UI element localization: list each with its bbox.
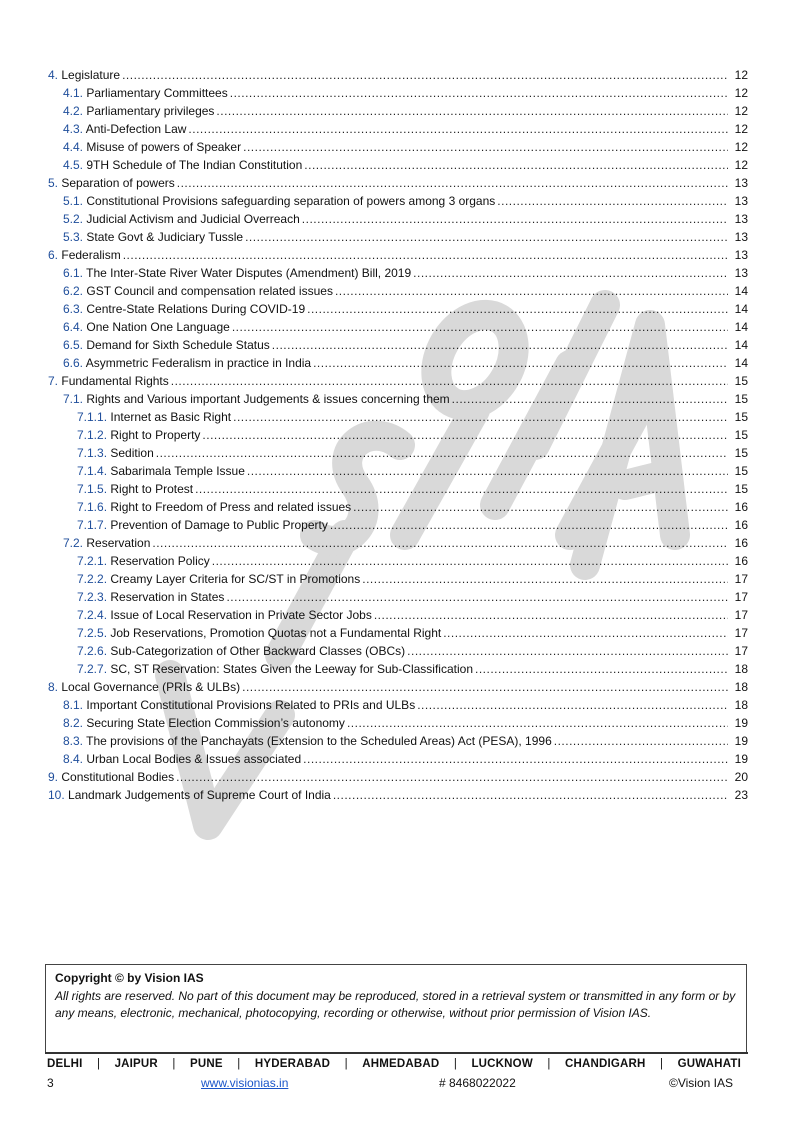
- toc-entry-text: Local Governance (PRIs & ULBs): [61, 680, 241, 694]
- toc-entry[interactable]: [48, 66, 748, 84]
- toc-entry-title: [48, 174, 175, 192]
- toc-entry-text: State Govt & Judiciary Tussle: [86, 230, 244, 244]
- toc-entry-title: [63, 750, 301, 768]
- city-separator: |: [547, 1058, 551, 1070]
- toc-entry[interactable]: [48, 606, 748, 624]
- toc-entry-number: 8.3.: [63, 734, 84, 748]
- brand-copyright: ©Vision IAS: [669, 1076, 733, 1090]
- toc-entry-text: Misuse of powers of Speaker: [86, 140, 242, 154]
- toc-dot-leader: [302, 210, 728, 228]
- toc-entry[interactable]: [48, 228, 748, 246]
- toc-entry-text: The Inter-State River Water Disputes (Amendment) Bill, 2019: [86, 266, 412, 280]
- toc-entry-title: [77, 480, 193, 498]
- toc-entry-text: GST Council and compensation related issues: [86, 284, 333, 298]
- toc-entry[interactable]: [48, 660, 748, 678]
- toc-entry-title: [63, 210, 300, 228]
- toc-dot-leader: [230, 84, 728, 102]
- toc-dot-leader: [156, 444, 728, 462]
- toc-entry-number: 10.: [48, 788, 65, 802]
- toc-entry[interactable]: [48, 102, 748, 120]
- website-link[interactable]: www.visionias.in: [201, 1076, 289, 1090]
- footer-divider: [45, 1052, 748, 1054]
- city-name: AHMEDABAD: [362, 1058, 440, 1070]
- toc-entry[interactable]: [48, 426, 748, 444]
- toc-dot-leader: [452, 390, 728, 408]
- toc-entry-number: 6.6.: [63, 356, 84, 370]
- toc-entry-text: Fundamental Rights: [61, 374, 169, 388]
- toc-dot-leader: [226, 588, 728, 606]
- toc-entry-text: Securing State Election Commission’s autonomy: [86, 716, 345, 730]
- toc-entry-number: 5.3.: [63, 230, 84, 244]
- toc-entry[interactable]: [48, 786, 748, 804]
- city-name: GUWAHATI: [677, 1058, 741, 1070]
- toc-entry-text: Reservation Policy: [110, 554, 210, 568]
- toc-entry-page: 15: [734, 374, 748, 388]
- toc-entry-title: [48, 786, 331, 804]
- toc-entry[interactable]: [48, 390, 748, 408]
- toc-dot-leader: [123, 246, 728, 264]
- toc-entry-number: 5.: [48, 176, 59, 190]
- toc-dot-leader: [202, 426, 728, 444]
- toc-entry-title: [77, 426, 200, 444]
- toc-entry[interactable]: [48, 444, 748, 462]
- toc-dot-leader: [242, 678, 728, 696]
- toc-entry-page: 13: [734, 176, 748, 190]
- toc-dot-leader: [307, 300, 728, 318]
- toc-dot-leader: [177, 174, 728, 192]
- toc-entry-text: Constitutional Bodies: [61, 770, 175, 784]
- toc-dot-leader: [333, 786, 728, 804]
- toc-entry-number: 7.1.7.: [77, 518, 108, 532]
- toc-entry-page: 12: [734, 122, 748, 136]
- toc-entry-number: 8.4.: [63, 752, 84, 766]
- toc-dot-leader: [374, 606, 728, 624]
- toc-entry[interactable]: [48, 588, 748, 606]
- toc-entry-text: Sabarimala Temple Issue: [110, 464, 245, 478]
- toc-entry[interactable]: [48, 498, 748, 516]
- toc-entry-number: 8.: [48, 680, 59, 694]
- toc-entry-page: 12: [734, 68, 748, 82]
- toc-entry[interactable]: [48, 264, 748, 282]
- city-name: LUCKNOW: [471, 1058, 533, 1070]
- copyright-box: [45, 964, 747, 1053]
- toc-entry-number: 6.: [48, 248, 59, 262]
- toc-entry-text: Landmark Judgements of Supreme Court of India: [68, 788, 331, 802]
- toc-entry-number: 7.1.5.: [77, 482, 108, 496]
- toc-entry-title: [77, 408, 231, 426]
- toc-entry-page: 16: [734, 554, 748, 568]
- toc-entry[interactable]: [48, 156, 748, 174]
- toc-entry-title: [63, 84, 228, 102]
- toc-dot-leader: [304, 156, 728, 174]
- toc-entry-page: 15: [734, 428, 748, 442]
- toc-entry-number: 7.: [48, 374, 59, 388]
- toc-entry-page: 14: [734, 284, 748, 298]
- toc-entry-number: 7.2.6.: [77, 644, 108, 658]
- toc-entry-page: 13: [734, 212, 748, 226]
- toc-entry[interactable]: [48, 408, 748, 426]
- toc-entry-title: [63, 228, 243, 246]
- toc-entry-title: [48, 678, 240, 696]
- toc-entry[interactable]: [48, 372, 748, 390]
- toc-entry-title: [77, 624, 441, 642]
- toc-entry-page: 15: [734, 446, 748, 460]
- toc-dot-leader: [245, 228, 728, 246]
- toc-dot-leader: [330, 516, 728, 534]
- toc-dot-leader: [233, 408, 728, 426]
- toc-entry-text: Demand for Sixth Schedule Status: [86, 338, 270, 352]
- toc-entry-page: 12: [734, 86, 748, 100]
- toc-entry-title: [77, 642, 405, 660]
- toc-entry[interactable]: [48, 318, 748, 336]
- toc-dot-leader: [212, 552, 728, 570]
- city-separator: |: [96, 1058, 101, 1070]
- toc-dot-leader: [347, 714, 728, 732]
- toc-entry-number: 4.1.: [63, 86, 84, 100]
- toc-entry[interactable]: [48, 534, 748, 552]
- phone-number: # 8468022022: [439, 1076, 516, 1090]
- toc-dot-leader: [152, 534, 728, 552]
- toc-entry-page: 13: [734, 194, 748, 208]
- city-separator: |: [237, 1058, 241, 1070]
- toc-entry-title: [77, 588, 224, 606]
- toc-dot-leader: [176, 768, 728, 786]
- toc-dot-leader: [407, 642, 728, 660]
- toc-dot-leader: [188, 120, 728, 138]
- toc-dot-leader: [475, 660, 728, 678]
- toc-entry-page: 12: [734, 104, 748, 118]
- toc-entry-title: [48, 372, 169, 390]
- toc-entry-text: Important Constitutional Provisions Related to PRIs and ULBs: [86, 698, 416, 712]
- toc-entry[interactable]: [48, 120, 748, 138]
- copyright-title: Copyright © by Vision IAS: [55, 971, 204, 985]
- copyright-body: All rights are reserved. No part of this document may be reproduced, stored in a retrieval system or transmitted in any form or by any means, electronic, mechanical, photocopying, recording or otherwise, without prior permission of Vision IAS.: [55, 988, 736, 1020]
- toc-entry-text: Legislature: [61, 68, 121, 82]
- toc-entry-number: 7.1.1.: [77, 410, 108, 424]
- toc-entry-text: Judicial Activism and Judicial Overreach: [86, 212, 300, 226]
- toc-entry-title: [63, 138, 241, 156]
- toc-entry-title: [77, 552, 210, 570]
- toc-dot-leader: [443, 624, 728, 642]
- toc-entry[interactable]: [48, 192, 748, 210]
- table-of-contents: [48, 66, 748, 804]
- toc-entry-title: [77, 570, 360, 588]
- toc-entry[interactable]: [48, 570, 748, 588]
- toc-entry-text: Right to Protest: [110, 482, 194, 496]
- toc-entry-title: [63, 732, 552, 750]
- toc-entry-page: 14: [734, 302, 748, 316]
- city-name: HYDERABAD: [254, 1058, 331, 1070]
- toc-entry-page: 19: [734, 734, 748, 748]
- city-separator: |: [659, 1058, 664, 1070]
- toc-entry-page: 17: [734, 608, 748, 622]
- toc-entry-title: [63, 300, 305, 318]
- toc-dot-leader: [353, 498, 728, 516]
- toc-entry-text: Creamy Layer Criteria for SC/ST in Promotions: [110, 572, 361, 586]
- toc-entry-page: 13: [734, 230, 748, 244]
- toc-entry-number: 8.1.: [63, 698, 84, 712]
- toc-entry-page: 15: [734, 464, 748, 478]
- toc-entry-text: Asymmetric Federalism in practice in India: [85, 356, 312, 370]
- toc-entry-number: 9.: [48, 770, 59, 784]
- toc-entry-page: 17: [734, 626, 748, 640]
- toc-entry[interactable]: [48, 642, 748, 660]
- toc-entry-title: [63, 714, 345, 732]
- toc-entry-text: Issue of Local Reservation in Private Sector Jobs: [110, 608, 372, 622]
- toc-entry-text: 9TH Schedule of The Indian Constitution: [86, 158, 303, 172]
- toc-entry-title: [48, 246, 121, 264]
- toc-entry-text: Anti-Defection Law: [85, 122, 187, 136]
- toc-entry-number: 7.1.: [63, 392, 84, 406]
- toc-dot-leader: [232, 318, 728, 336]
- toc-entry-page: 17: [734, 644, 748, 658]
- toc-entry-title: [63, 264, 411, 282]
- toc-dot-leader: [417, 696, 728, 714]
- toc-entry-page: 14: [734, 320, 748, 334]
- toc-entry-page: 17: [734, 590, 748, 604]
- city-name: CHANDIGARH: [564, 1058, 646, 1070]
- toc-entry-page: 17: [734, 572, 748, 586]
- toc-entry[interactable]: [48, 516, 748, 534]
- toc-entry-title: [63, 282, 333, 300]
- toc-entry[interactable]: [48, 750, 748, 768]
- city-name: DELHI: [47, 1058, 83, 1070]
- toc-entry-title: [63, 318, 230, 336]
- footer-cities: [47, 1058, 741, 1070]
- toc-entry-text: The provisions of the Panchayats (Extension to the Scheduled Areas) Act (PESA), 1996: [86, 734, 552, 748]
- toc-entry-number: 4.5.: [63, 158, 84, 172]
- toc-entry-page: 15: [734, 482, 748, 496]
- toc-entry-number: 6.2.: [63, 284, 84, 298]
- toc-entry-page: 23: [734, 788, 748, 802]
- toc-entry-page: 15: [734, 410, 748, 424]
- toc-entry-text: Reservation in States: [110, 590, 225, 604]
- toc-entry-title: [63, 534, 150, 552]
- toc-entry[interactable]: [48, 714, 748, 732]
- toc-entry-page: 14: [734, 356, 748, 370]
- toc-entry-text: Reservation: [86, 536, 151, 550]
- toc-entry-page: 15: [734, 392, 748, 406]
- toc-entry-text: Urban Local Bodies & Issues associated: [86, 752, 302, 766]
- toc-entry-number: 4.3.: [63, 122, 84, 136]
- city-separator: |: [172, 1058, 176, 1070]
- toc-entry-number: 7.1.4.: [77, 464, 108, 478]
- toc-entry-title: [63, 192, 495, 210]
- toc-entry-number: 7.2.3.: [77, 590, 108, 604]
- toc-entry[interactable]: [48, 282, 748, 300]
- city-separator: |: [344, 1058, 348, 1070]
- toc-entry-page: 12: [734, 158, 748, 172]
- toc-entry-number: 4.4.: [63, 140, 84, 154]
- toc-entry-title: [48, 66, 120, 84]
- toc-entry-text: Separation of powers: [61, 176, 175, 190]
- toc-entry-text: Rights and Various important Judgements & issues concerning them: [86, 392, 450, 406]
- toc-entry[interactable]: [48, 462, 748, 480]
- toc-dot-leader: [313, 354, 728, 372]
- toc-entry-page: 13: [734, 248, 748, 262]
- toc-entry-number: 7.1.6.: [77, 500, 108, 514]
- toc-dot-leader: [216, 102, 728, 120]
- toc-entry-page: 20: [734, 770, 748, 784]
- toc-entry-text: Prevention of Damage to Public Property: [110, 518, 328, 532]
- toc-entry-title: [77, 462, 245, 480]
- toc-entry-page: 18: [734, 698, 748, 712]
- toc-entry-page: 12: [734, 140, 748, 154]
- toc-entry-title: [63, 390, 450, 408]
- toc-entry[interactable]: [48, 480, 748, 498]
- toc-entry-page: 16: [734, 518, 748, 532]
- toc-entry-text: Parliamentary Committees: [86, 86, 228, 100]
- toc-entry-number: 4.2.: [63, 104, 84, 118]
- toc-entry-number: 6.1.: [63, 266, 84, 280]
- toc-entry-text: Parliamentary privileges: [86, 104, 215, 118]
- toc-entry-title: [77, 606, 372, 624]
- toc-dot-leader: [243, 138, 728, 156]
- toc-entry-title: [77, 516, 328, 534]
- page-number: 3: [47, 1076, 54, 1090]
- toc-entry-text: Right to Property: [110, 428, 201, 442]
- toc-dot-leader: [335, 282, 728, 300]
- toc-dot-leader: [303, 750, 728, 768]
- toc-entry-text: Internet as Basic Right: [110, 410, 232, 424]
- toc-entry-number: 7.2.: [63, 536, 84, 550]
- toc-entry-number: 7.2.5.: [77, 626, 108, 640]
- toc-entry-text: Centre-State Relations During COVID-19: [86, 302, 306, 316]
- toc-entry[interactable]: [48, 732, 748, 750]
- toc-entry-number: 7.1.2.: [77, 428, 108, 442]
- toc-entry-text: Right to Freedom of Press and related issues: [110, 500, 352, 514]
- toc-entry-text: Constitutional Provisions safeguarding separation of powers among 3 organs: [86, 194, 496, 208]
- toc-dot-leader: [195, 480, 728, 498]
- city-name: JAIPUR: [114, 1058, 158, 1070]
- toc-entry-title: [63, 336, 270, 354]
- toc-entry[interactable]: [48, 84, 748, 102]
- toc-entry-page: 18: [734, 662, 748, 676]
- toc-entry-title: [77, 660, 473, 678]
- toc-dot-leader: [272, 336, 728, 354]
- toc-entry-title: [63, 156, 302, 174]
- toc-entry[interactable]: [48, 246, 748, 264]
- toc-entry-number: 6.5.: [63, 338, 84, 352]
- toc-entry-page: 16: [734, 536, 748, 550]
- toc-dot-leader: [247, 462, 728, 480]
- toc-entry[interactable]: [48, 354, 748, 372]
- toc-entry[interactable]: [48, 678, 748, 696]
- toc-entry-number: 5.1.: [63, 194, 84, 208]
- toc-entry-number: 7.2.7.: [77, 662, 108, 676]
- toc-entry-text: SC, ST Reservation: States Given the Leeway for Sub-Classification: [110, 662, 473, 676]
- toc-entry[interactable]: [48, 624, 748, 642]
- toc-entry[interactable]: [48, 768, 748, 786]
- toc-dot-leader: [362, 570, 728, 588]
- toc-entry-title: [63, 102, 214, 120]
- toc-dot-leader: [554, 732, 728, 750]
- toc-entry-number: 8.2.: [63, 716, 84, 730]
- toc-entry-text: Job Reservations, Promotion Quotas not a Fundamental Right: [110, 626, 442, 640]
- toc-entry[interactable]: [48, 210, 748, 228]
- toc-entry-page: 19: [734, 752, 748, 766]
- toc-entry[interactable]: [48, 174, 748, 192]
- toc-entry[interactable]: [48, 300, 748, 318]
- city-name: PUNE: [190, 1058, 223, 1070]
- toc-entry-title: [63, 354, 311, 372]
- toc-dot-leader: [122, 66, 728, 84]
- toc-entry-number: 5.2.: [63, 212, 84, 226]
- toc-entry-page: 18: [734, 680, 748, 694]
- toc-entry-text: Federalism: [61, 248, 121, 262]
- toc-entry[interactable]: [48, 336, 748, 354]
- toc-entry-number: 7.2.1.: [77, 554, 108, 568]
- toc-entry-title: [77, 444, 154, 462]
- toc-dot-leader: [497, 192, 728, 210]
- toc-entry-number: 4.: [48, 68, 59, 82]
- toc-entry-number: 7.1.3.: [77, 446, 108, 460]
- toc-dot-leader: [171, 372, 728, 390]
- toc-entry-page: 16: [734, 500, 748, 514]
- toc-entry-title: [48, 768, 174, 786]
- toc-entry-title: [77, 498, 351, 516]
- toc-entry[interactable]: [48, 696, 748, 714]
- toc-entry-number: 7.2.4.: [77, 608, 108, 622]
- city-separator: |: [453, 1058, 457, 1070]
- toc-dot-leader: [413, 264, 728, 282]
- toc-entry-page: 19: [734, 716, 748, 730]
- toc-entry-page: 14: [734, 338, 748, 352]
- toc-entry-page: 13: [734, 266, 748, 280]
- toc-entry[interactable]: [48, 138, 748, 156]
- toc-entry-number: 6.4.: [63, 320, 84, 334]
- toc-entry-text: One Nation One Language: [86, 320, 230, 334]
- toc-entry-title: [63, 696, 415, 714]
- footer-bottom: [47, 1076, 733, 1092]
- toc-entry-title: [63, 120, 186, 138]
- toc-entry-text: Sedition: [110, 446, 154, 460]
- toc-entry[interactable]: [48, 552, 748, 570]
- toc-entry-number: 6.3.: [63, 302, 84, 316]
- toc-entry-text: Sub-Categorization of Other Backward Classes (OBCs): [110, 644, 406, 658]
- toc-entry-number: 7.2.2.: [77, 572, 108, 586]
